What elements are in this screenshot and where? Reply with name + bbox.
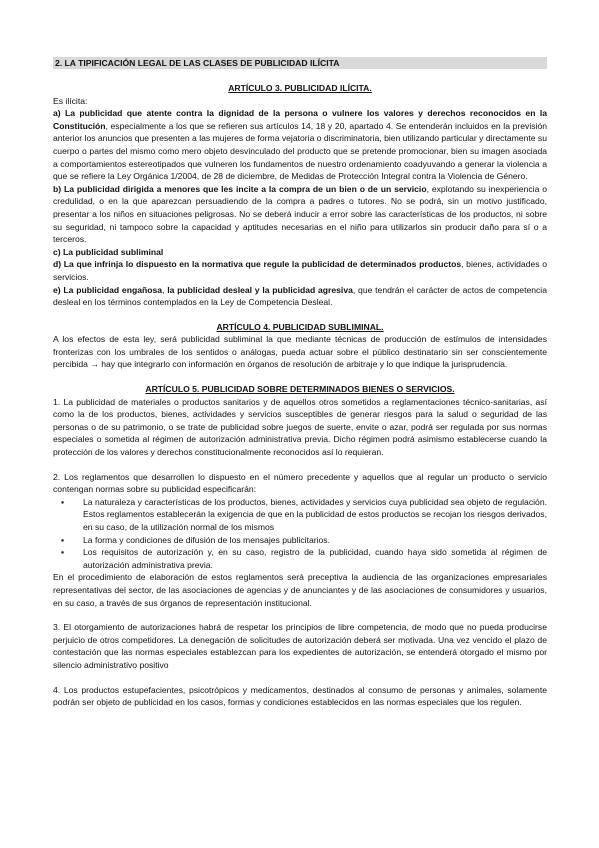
list-item [61, 534, 547, 547]
article-4-text: A los efectos de esta ley, será publicidad subliminal la que mediante técnicas de producción de estímulos de intensidades fronterizas con los umbrales de los sentidos o análogas, pueda actuar sobre el público destinatario sin ser conscientemente percibida → hay que integrarlo con información en órganos de resolución de arbitraje y lo que indique la jurisprudencia. [53, 334, 547, 370]
item-a-bold: a) La publicidad que atente contra la dignidad de la persona o vulnere los valores y derechos reconocidos en la Constitución [53, 108, 547, 131]
article-5-paragraph-4: 4. Los productos estupefacientes, psicotrópicos y medicamentos, destinados al consumo de personas y animales, solamente podrán ser objeto de publicidad en los casos, formas y condiciones establecidos en las normas especiales que los regulen. [53, 684, 547, 708]
article-5-paragraph-2-end: En el procedimiento de elaboración de estos reglamentos será preceptiva la audiencia de las organizaciones empresariales representativas del sector, de las asociaciones de agencias y de anunciantes y de las asociaciones de consumidores y usuarios, en su caso, a través de sus órganos de representación institucional. [53, 572, 547, 608]
item-e-text: , que tendrán el carácter de actos de competencia desleal en los términos contemplados en la Ley de Competencia Desleal. [53, 284, 548, 308]
item-d-bold: d) La que infrinja lo dispuesto en la normativa que regule la publicidad de determinados productos [53, 259, 462, 270]
article-3-title: ARTÍCULO 3. PUBLICIDAD ILÍCITA. [228, 83, 372, 93]
article-3-intro: Es ilícita: [53, 95, 88, 106]
item-a-text: , especialmente a los que se refieren sus artículos 14, 18 y 20, apartado 4. Se entenderán incluidos en la previsión anterior los anuncios que presenten a las mujeres de forma vejatoria o discriminatoria, bien utilizando particular y directamente su cuerpo o partes del mismo como mero objeto desvinculado del producto que se pretende promocionar, bien su imagen asociada a comportamientos estereotipados que vulneren los fundamentos de nuestro ordenamiento coadyuvando a generar la violencia a que se refiere la Ley Orgánica 1/2004, de 28 de diciembre, de Medidas de Protección Integral contra la Violencia de Género. [53, 120, 547, 182]
bullet-icon: ▪ [61, 534, 65, 545]
article-3-item-d [53, 258, 547, 283]
item-d-text: , bienes, actividades o servicios. [53, 259, 547, 282]
item-e-bold-2: la publicidad desleal y la publicidad agresiva [167, 284, 353, 295]
item-b-text: , explotando su inexperiencia o credulidad, o en la que aparezcan persuadiendo de la compra a padres o tutores. No se podrá, sin un motivo justificado, presentar a los niños en situaciones peligrosas. No se deberá inducir a error sobre las características de los productos, ni sobre su seguridad, ni tampoco sobre la capacidad y aptitudes necesarias en el niño para utilizarlos sin producir daño para sí o a terceros. [53, 183, 548, 245]
item-e-bold-1: e) La publicidad engañosa [53, 284, 163, 295]
article-5-paragraph-1: 1. La publicidad de materiales o productos sanitarios y de aquellos otros sometidos a reglamentaciones técnico-sanitarias, así como la de los productos, bienes, actividades y servicios susceptibles de generar riesgos para la salud o seguridad de las personas o de su patrimonio, o se trate de publicidad sobre juegos de suerte, envite o azar, podrá ser regulada por sus normas especiales o sometida al régimen de autorización administrativa previa. Dicho régimen podrá asimismo establecerse cuando la protección de los valores y derechos constitucionalmente reconocidos así lo requieran. [53, 396, 547, 458]
document-page [53, 57, 547, 709]
list-item-text: La naturaleza y características de los productos, bienes, actividades y servicios cuya publicidad sea objeto de regulación. Estos reglamentos establecerán la exigencia de que en la publicidad de estos productos se recojan los riesgos derivados, en su caso, de la utilización normal de los mismos [83, 496, 547, 532]
article-3-item-c [53, 246, 547, 259]
bullet-icon: ▪ [61, 547, 65, 558]
item-e-sep: , [162, 284, 168, 295]
article-5-bullet-list [53, 496, 547, 572]
section-title: 2. LA TIPIFICACIÓN LEGAL DE LAS CLASES DE PUBLICIDAD ILÍCITA [53, 57, 547, 69]
article-3-item-e [53, 284, 547, 309]
article-5-title: ARTÍCULO 5. PUBLICIDAD SOBRE DETERMINADOS BIENES O SERVICIOS. [145, 384, 455, 395]
item-b-bold: b) La publicidad dirigida a menores que les incite a la compra de un bien o de un servicio [53, 183, 427, 194]
article-5-paragraph-2-intro: 2. Los reglamentos que desarrollen lo dispuesto en el número precedente y aquellos que al regular un producto o servicio contengan normas sobre su publicidad especificarán: [53, 471, 547, 495]
list-item-text: Los requisitos de autorización y, en su caso, registro de la publicidad, cuando haya sido sometida al régimen de autorización administrativa previa. [83, 547, 547, 570]
item-c-bold: c) La publicidad subliminal [53, 246, 164, 257]
article-4-title: ARTÍCULO 4. PUBLICIDAD SUBLIMINAL. [216, 321, 384, 332]
bullet-icon: ▪ [61, 496, 65, 507]
list-item [61, 546, 547, 571]
article-3-item-a [53, 107, 547, 183]
article-3-item-b [53, 183, 547, 246]
article-5-paragraph-3: 3. El otorgamiento de autorizaciones habrá de respetar los principios de libre competencia, de modo que no pueda producirse perjuicio de otros competidores. La denegación de solicitudes de autorización deberá ser motivada. Una vez vencido el plazo de contestación que las normas especiales establezcan para los expedientes de autorización, se entenderá otorgado el mismo por silencio administrativo positivo [53, 622, 547, 670]
list-item-text: La forma y condiciones de difusión de los mensajes publicitarios. [83, 534, 330, 545]
list-item [61, 496, 547, 534]
